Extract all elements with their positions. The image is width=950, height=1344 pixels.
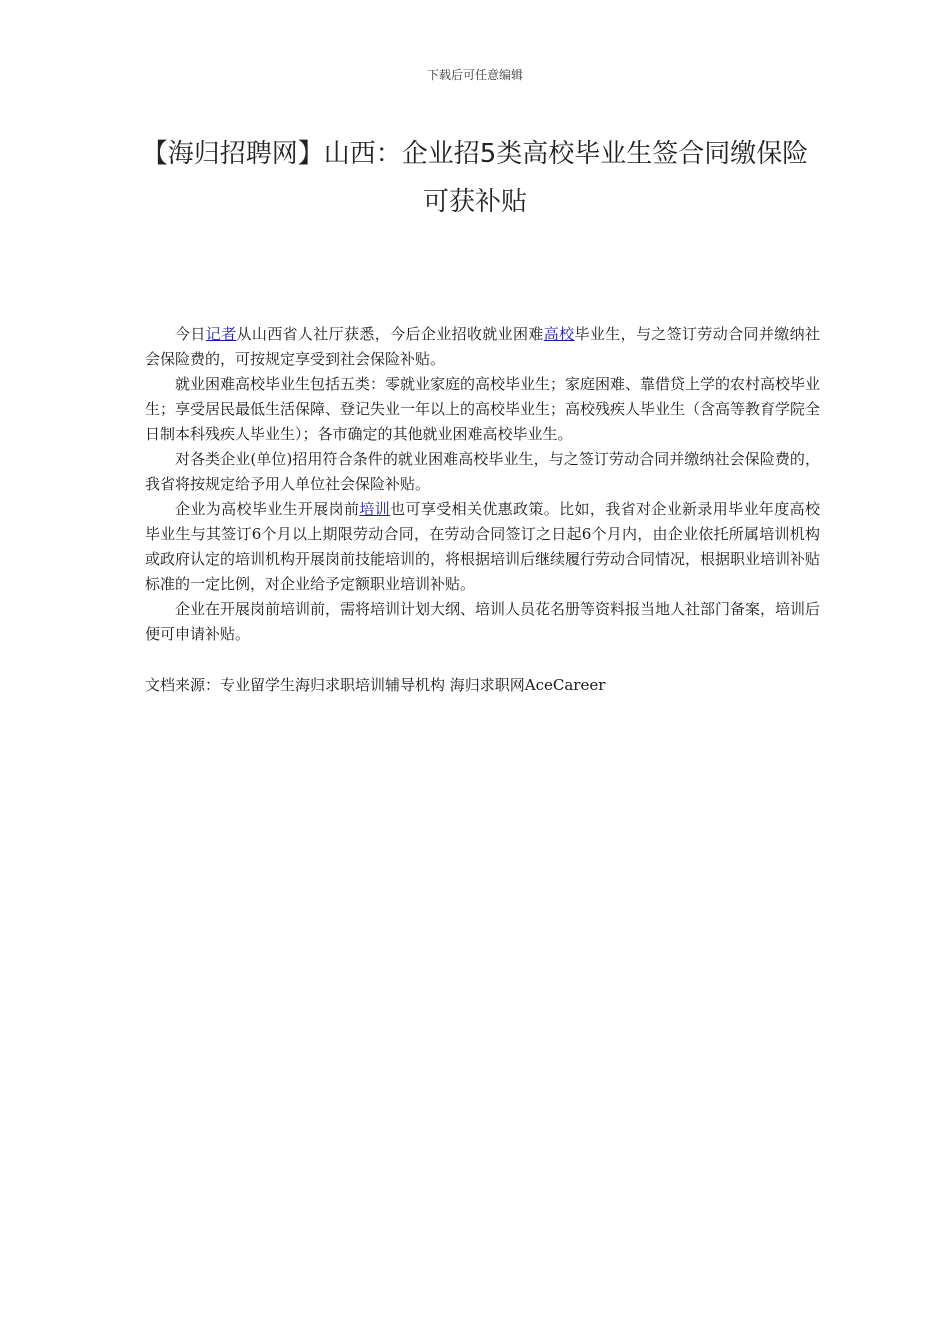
paragraph-text: 毕业生，与之签订劳动合同并缴纳社会保险费的，可按规定享受到社会保险补贴。 xyxy=(145,325,820,368)
paragraph-3: 对各类企业(单位)招用符合条件的就业困难高校毕业生，与之签订劳动合同并缴纳社会保险费的，我省将按规定给予用人单位社会保险补贴。 xyxy=(145,450,820,493)
paragraph-1 xyxy=(145,322,820,372)
article-body xyxy=(145,322,820,647)
link-reporter[interactable]: 记者 xyxy=(205,325,237,343)
paragraph-4 xyxy=(145,497,820,597)
header-note: 下载后可任意编辑 xyxy=(426,68,523,82)
paragraph-text: 今日 xyxy=(175,325,206,343)
source-note: 文档来源：专业留学生海归求职培训辅导机构 海归求职网AceCareer xyxy=(145,676,606,694)
paragraph-text: 从山西省人社厅获悉，今后企业招收就业困难 xyxy=(236,325,544,343)
link-university[interactable]: 高校 xyxy=(543,325,575,343)
document-title: 【海归招聘网】山西：企业招5类高校毕业生签合同缴保险可获补贴 xyxy=(141,139,809,217)
link-training[interactable]: 培训 xyxy=(359,500,391,518)
paragraph-5: 企业在开展岗前培训前，需将培训计划大纲、培训人员花名册等资料报当地人社部门备案，培训后便可申请补贴。 xyxy=(145,600,821,643)
paragraph-text: 企业为高校毕业生开展岗前 xyxy=(175,500,360,518)
paragraph-text: 也可享受相关优惠政策。比如，我省对企业新录用毕业年度高校毕业生与其签订6个月以上期限劳动合同，在劳动合同签订之日起6个月内，由企业依托所属培训机构或政府认定的培训机构开展岗前技能培训的，将根据培训后继续履行劳动合同情况，根据职业培训补贴标准的一定比例，对企业给予定额职业培训补贴。 xyxy=(145,500,821,593)
paragraph-2: 就业困难高校毕业生包括五类：零就业家庭的高校毕业生；家庭困难、靠借贷上学的农村高校毕业生；享受居民最低生活保障、登记失业一年以上的高校毕业生；高校残疾人毕业生（含高等教育学院全日制本科残疾人毕业生）；各市确定的其他就业困难高校毕业生。 xyxy=(145,375,821,443)
